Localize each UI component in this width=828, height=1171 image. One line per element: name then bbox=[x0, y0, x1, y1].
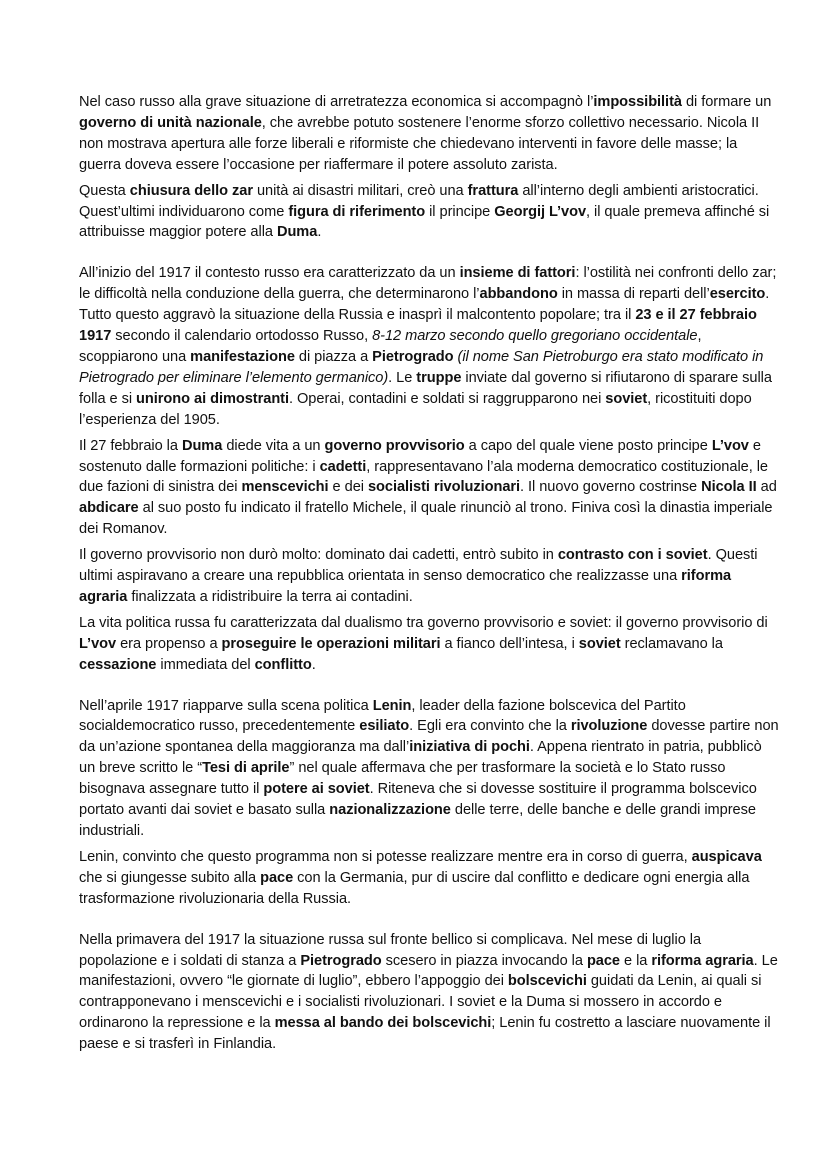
text-run: che si giungesse subito alla bbox=[79, 869, 261, 886]
text-run: Il 27 febbraio la bbox=[79, 437, 182, 454]
paragraph bbox=[79, 545, 780, 608]
text-run: , che avrebbe potuto sostenere l’enorme sforzo collettivo necessario. Nicola II non mostrava apertura alle forze liberali e riformiste che chiedevano interventi in favore delle masse; la guerra doveva essere l’occasione per riaffermare il potere assoluto zarista. bbox=[79, 114, 760, 173]
text-run: e la bbox=[620, 952, 652, 969]
text-run: . bbox=[317, 224, 322, 241]
bold-text: truppe bbox=[416, 369, 462, 386]
text-run: di piazza a bbox=[294, 348, 373, 365]
text-run: con la Germania, pur di uscire dal conflitto e dedicare ogni energia alla trasformazione rivoluzionaria della Russia. bbox=[79, 869, 750, 907]
bold-text: abbandono bbox=[479, 286, 558, 303]
bold-text: riforma agraria bbox=[79, 568, 732, 605]
bold-text: cessazione bbox=[79, 656, 157, 673]
bold-text: bolscevichi bbox=[507, 973, 587, 990]
text-run: . Operai, contadini e soldati si raggrupparono nei bbox=[289, 390, 606, 407]
text-run: unità ai disastri militari, creò una bbox=[252, 182, 468, 199]
text-run: all’interno degli ambienti aristocratici. Quest’ultimi individuarono come bbox=[79, 182, 759, 220]
text-run: , scoppiarono una bbox=[79, 328, 702, 365]
text-run: finalizzata a ridistribuire la terra ai contadini. bbox=[127, 588, 413, 605]
text-run: . bbox=[311, 656, 316, 673]
text-run: Questa bbox=[79, 182, 130, 199]
bold-text: frattura bbox=[467, 182, 519, 199]
bold-text: auspicava bbox=[691, 848, 762, 865]
paragraph bbox=[79, 92, 780, 176]
bold-text: cadetti bbox=[319, 458, 367, 475]
text-run: All’inizio del 1917 il contesto russo era caratterizzato da un bbox=[79, 265, 460, 282]
text-run: Lenin, convinto che questo programma non si potesse realizzare mentre era in corso di guerra, bbox=[79, 848, 692, 865]
text-run: delle terre, delle banche e delle grandi imprese industriali. bbox=[79, 802, 756, 839]
bold-text: iniziativa di pochi bbox=[409, 739, 530, 756]
section-giornate-luglio bbox=[79, 930, 780, 1055]
text-run: . Riteneva che si dovesse sostituire il programma bolscevico portato avanti dai soviet e basato sulla bbox=[79, 781, 757, 819]
bold-text: soviet bbox=[578, 635, 621, 652]
bold-text: figura di riferimento bbox=[288, 203, 426, 220]
bold-text: proseguire le operazioni militari bbox=[221, 635, 441, 652]
bold-text: Tesi di aprile bbox=[202, 760, 290, 777]
text-run: secondo il calendario ortodosso Russo, bbox=[111, 328, 373, 345]
text-run: La vita politica russa fu caratterizzata dal dualismo tra governo provvisorio e soviet: il governo provvisorio di bbox=[79, 614, 768, 631]
bold-text: socialisti rivoluzionari bbox=[367, 479, 521, 496]
bold-text: 23 e il 27 febbraio 1917 bbox=[79, 307, 757, 345]
section-lenin-tesi-aprile bbox=[79, 696, 780, 910]
text-run: ; Lenin fu costretto a lasciare nuovamente il paese e si trasferì in Finlandia. bbox=[79, 1015, 771, 1053]
bold-text: Georgij L’vov bbox=[494, 203, 587, 220]
text-run: . Questi ultimi aspiravano a creare una repubblica orientata in senso democratico che realizzasse una bbox=[79, 547, 758, 585]
text-run: reclamavano la bbox=[620, 635, 723, 652]
bold-text: L’vov bbox=[711, 437, 749, 454]
text-run: . Le manifestazioni, ovvero “le giornate di luglio”, ebbero l’appoggio dei bbox=[79, 952, 778, 990]
text-run: a fianco dell’intesa, i bbox=[440, 635, 579, 652]
text-run: diede vita a un bbox=[222, 437, 325, 454]
section-crisi-zarista bbox=[79, 92, 780, 243]
text-run: di formare un bbox=[681, 94, 772, 110]
text-run: al suo posto fu indicato il fratello Michele, il quale rinunciò al trono. Finiva così la dinastia imperiale dei Romanov. bbox=[79, 500, 773, 538]
text-run: , il quale premeva affinché si attribuisse maggior potere alla bbox=[79, 203, 770, 241]
text-run: . Tutto questo aggravò la situazione della Russia e inasprì il malcontento popolare; tra il bbox=[79, 286, 770, 324]
bold-text: contrasto con i soviet bbox=[557, 547, 708, 564]
text-run: , rappresentavano l’ala moderna democratico costituzionale, le due fazioni di sinistra dei bbox=[79, 458, 768, 496]
paragraph bbox=[79, 930, 780, 1055]
bold-text: Duma bbox=[181, 437, 223, 454]
text-run: Il governo provvisorio non durò molto: dominato dai cadetti, entrò subito in bbox=[79, 547, 558, 564]
text-run: . Appena rientrato in patria, pubblicò un breve scritto le “ bbox=[79, 739, 762, 777]
bold-text: L’vov bbox=[79, 635, 117, 652]
text-run: , leader della fazione bolscevica del Partito socialdemocratico russo, precedentemente bbox=[79, 697, 686, 735]
text-run: . Il nuovo governo costrinse bbox=[520, 479, 702, 496]
text-run: il principe bbox=[425, 203, 495, 220]
bold-text: Duma bbox=[276, 224, 318, 241]
bold-text: riforma agraria bbox=[651, 952, 754, 969]
bold-text: impossibilità bbox=[593, 94, 682, 110]
bold-text: esercito bbox=[709, 286, 766, 303]
text-run: Nel caso russo alla grave situazione di arretratezza economica si accompagnò l’ bbox=[79, 94, 594, 110]
bold-text: abdicare bbox=[79, 500, 139, 517]
section-rivoluzione-febbraio bbox=[79, 263, 780, 675]
text-run: inviate dal governo si rifiutarono di sparare sulla folla e si bbox=[79, 369, 772, 407]
text-run: ” nel quale affermava che per trasformare la società e lo Stato russo bisognava assegnare tutto il bbox=[79, 760, 726, 798]
bold-text: nazionalizzazione bbox=[329, 802, 451, 819]
bold-text: soviet bbox=[605, 390, 648, 407]
bold-text: chiusura dello zar bbox=[129, 182, 253, 199]
text-run: a capo del quale viene posto principe bbox=[464, 437, 712, 454]
text-run: ad bbox=[756, 479, 777, 496]
bold-text: pace bbox=[586, 952, 621, 969]
text-run: era propenso a bbox=[116, 635, 222, 652]
text-run: : l’ostilità nei confronti dello zar; le difficoltà nella conduzione della guerra, che determinarono l’ bbox=[79, 265, 777, 303]
paragraph bbox=[79, 181, 780, 244]
text-run: guidati da Lenin, ai quali si contrapponevano i menscevichi e i socialisti rivoluzionari. I soviet e la Duma si mossero in accordo e ordinarono la repressione e la bbox=[79, 973, 762, 1032]
bold-text: insieme di fattori bbox=[459, 265, 576, 282]
text-run: , ricostituiti dopo l’esperienza del 1905. bbox=[79, 390, 752, 428]
bold-text: governo di unità nazionale bbox=[79, 114, 262, 131]
bold-text: menscevichi bbox=[241, 479, 329, 496]
italic-text: (il nome San Pietroburgo era stato modificato in Pietrogrado per eliminare l’elemento germanico) bbox=[79, 348, 764, 386]
text-run: in massa di reparti dell’ bbox=[557, 286, 710, 303]
italic-text: 8-12 marzo secondo quello gregoriano occidentale bbox=[372, 328, 698, 345]
bold-text: Nicola II bbox=[701, 479, 757, 496]
bold-text: Pietrogrado bbox=[372, 348, 454, 365]
text-run: scesero in piazza invocando la bbox=[381, 952, 587, 969]
bold-text: Lenin bbox=[372, 697, 412, 714]
bold-text: governo provvisorio bbox=[324, 437, 465, 454]
bold-text: rivoluzione bbox=[570, 718, 648, 735]
paragraph bbox=[79, 696, 780, 842]
paragraph bbox=[79, 263, 780, 430]
paragraph bbox=[79, 847, 780, 910]
bold-text: messa al bando dei bolscevichi bbox=[274, 1015, 492, 1032]
text-run: dovesse partire non da un’azione spontanea della maggioranza ma dall’ bbox=[79, 718, 779, 756]
bold-text: unirono ai dimostranti bbox=[136, 390, 289, 407]
bold-text: manifestazione bbox=[190, 348, 295, 365]
text-run: Nella primavera del 1917 la situazione russa sul fronte bellico si complicava. Nel mese di luglio la popolazione e i soldati di stanza a bbox=[79, 931, 702, 969]
text-run: e sostenuto dalle formazioni politiche: i bbox=[79, 437, 761, 475]
text-run: . Le bbox=[388, 369, 417, 386]
text-run: . Egli era convinto che la bbox=[409, 718, 571, 735]
bold-text: esiliato bbox=[359, 718, 410, 735]
bold-text: conflitto bbox=[254, 656, 312, 673]
paragraph bbox=[79, 613, 780, 676]
text-run: e dei bbox=[328, 479, 368, 496]
text-run: Nell’aprile 1917 riapparve sulla scena politica bbox=[79, 697, 373, 714]
text-run: immediata del bbox=[156, 656, 255, 673]
bold-text: Pietrogrado bbox=[300, 952, 382, 969]
bold-text: potere ai soviet bbox=[263, 781, 370, 798]
paragraph bbox=[79, 436, 780, 541]
bold-text: pace bbox=[260, 869, 294, 886]
